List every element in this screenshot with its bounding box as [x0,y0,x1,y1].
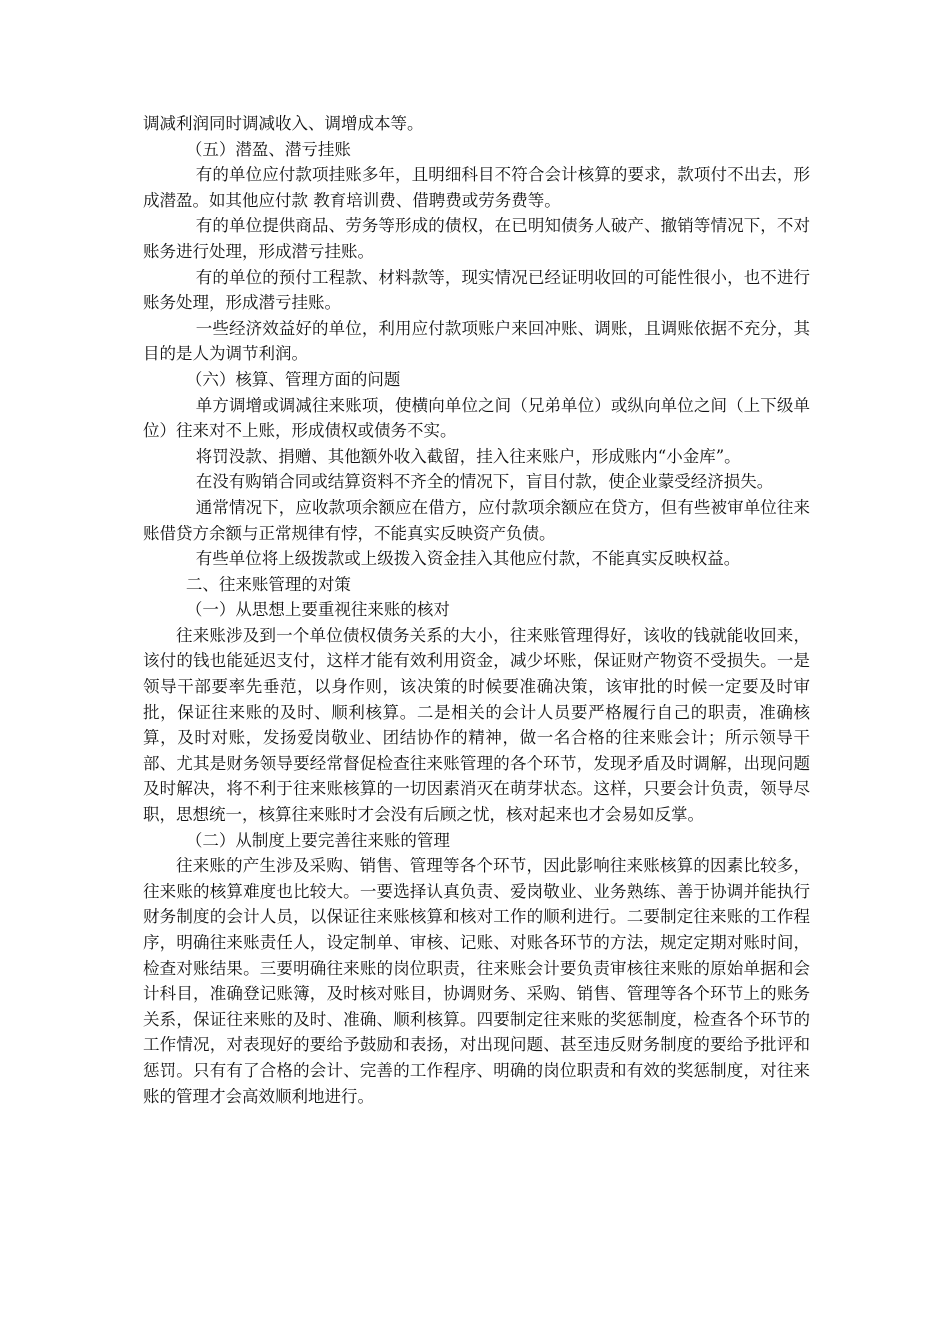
paragraph: 往来账的产生涉及采购、销售、管理等各个环节，因此影响往来账核算的因素比较多，往来账的核算难度也比较大。一要选择认真负责、爱岗敬业、业务熟练、善于协调并能执行财务制度的会计人员，以保证往来账核算和核对工作的顺利进行。二要制定往来账的工作程序，明确往来账责任人，设定制单、审核、记账、对账各环节的方法，规定定期对账时间，检查对账结果。三要明确往来账的岗位职责，往来账会计要负责审核往来账的原始单据和会计科目，准确登记账簿，及时核对账目，协调财务、采购、销售、管理等各个环节上的账务关系，保证往来账的及时、准确、顺利核算。四要制定往来账的奖惩制度，检查各个环节的工作情况，对表现好的要给予鼓励和表扬，对出现问题、甚至违反财务制度的要给予批评和惩罚。只有有了合格的会计、完善的工作程序、明确的岗位职责和有效的奖惩制度，对往来账的管理才会高效顺利地进行。 [143,856,810,1106]
paragraph: 将罚没款、捐赠、其他额外收入截留，挂入往来账户，形成账内“小金库”。 [195,446,741,466]
section-heading-6: （六）核算、管理方面的问题 [185,369,401,389]
paragraph: 一些经济效益好的单位，利用应付款项账户来回冲账、调账，且调账依据不充分，其目的是人为调节利润。 [143,318,810,364]
paragraph: 在没有购销合同或结算资料不齐全的情况下，盲目付款，使企业蒙受经济损失。 [195,472,774,492]
paragraph: 往来账涉及到一个单位债权债务关系的大小，往来账管理得好，该收的钱就能收回来，该付的钱也能延迟支付，这样才能有效利用资金，减少坏账，保证财产物资不受损失。一是领导干部要率先垂范，以身作则，该决策的时候要准确决策，该审批的时候一定要及时审批，保证往来账的及时、顺利核算。二是相关的会计人员要严格履行自己的职责，准确核算，及时对账，发扬爱岗敬业、团结协作的精神，做一名合格的往来账会计；所示领导干部、尤其是财务领导要经常督促检查往来账管理的各个环节，发现矛盾及时调解，出现问题及时解决，将不利于往来账核算的一切因素消灭在萌芽状态。这样，只要会计负责，领导尽职，思想统一，核算往来账时才会没有后顾之忧，核对起来也才会易如反掌。 [143,625,810,825]
paragraph: 有的单位的预付工程款、材料款等，现实情况已经证明收回的可能性很小，也不进行账务处理，形成潜亏挂账。 [143,267,810,313]
paragraph: 单方调增或调减往来账项，使横向单位之间（兄弟单位）或纵向单位之间（上下级单位）往来对不上账，形成债权或债务不实。 [143,395,810,441]
paragraph: 有的单位应付款项挂账多年，且明细科目不符合会计核算的要求，款项付不出去，形成潜盈。如其他应付款 教育培训费、借聘费或劳务费等。 [143,165,810,210]
chapter-heading: 二、往来账管理的对策 [185,574,351,594]
paragraph: 通常情况下，应收款项余额应在借方，应付款项余额应在贷方，但有些被审单位往来账借贷方余额与正常规律有悖，不能真实反映资产负债。 [143,497,810,543]
paragraph: 有的单位提供商品、劳务等形成的债权，在已明知债务人破产、撤销等情况下，不对账务进行处理，形成潜亏挂账。 [143,216,810,261]
section-heading-2: （二）从制度上要完善往来账的管理 [185,830,450,850]
paragraph-continuation: 调减利润同时调减收入、调增成本等。 [143,114,424,133]
paragraph: 有些单位将上级拨款或上级拨入资金挂入其他应付款，不能真实反映权益。 [195,549,741,569]
document-body [143,111,810,1109]
section-heading-5: （五）潜盈、潜亏挂账 [185,139,351,159]
section-heading-1: （一）从思想上要重视往来账的核对 [185,600,450,620]
